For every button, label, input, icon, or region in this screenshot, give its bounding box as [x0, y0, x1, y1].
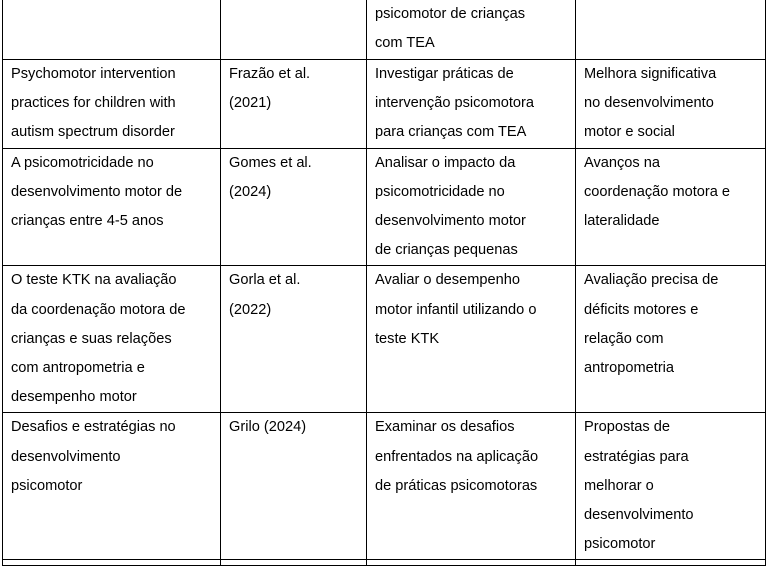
cell-text-line: Gomes et al.: [229, 154, 312, 171]
cell-text-line: para crianças com TEA: [375, 124, 527, 141]
cell-text-line: melhorar o: [584, 477, 654, 494]
cell-text-line: Grilo (2024): [229, 419, 307, 436]
cell-text-line: com antropometria e: [11, 360, 145, 377]
cell-text-line: Melhora significativa: [584, 66, 717, 82]
cell-result: [576, 60, 766, 149]
cell-text-line: practices for children with: [11, 95, 176, 112]
cell-text-line: Examinar os desafios: [375, 419, 515, 436]
cell-text-line: com TEA: [375, 35, 435, 52]
cell-text-line: crianças entre 4-5 anos: [11, 213, 164, 230]
cell-text-line: crianças e suas relações: [11, 330, 172, 347]
cell-text-line: relação com: [584, 330, 664, 347]
cell-text-line: A psicomotricidade no: [11, 154, 154, 171]
cell-title: [3, 60, 221, 149]
cell-text-line: Psychomotor intervention: [11, 66, 176, 82]
cell-text-line: motor e social: [584, 124, 675, 141]
cell-text-line: no desenvolvimento: [584, 95, 714, 112]
cell-text-line: estratégias para: [584, 448, 689, 465]
cell-text-line: desenvolvimento: [11, 448, 121, 465]
cell-text-line: psicomotor: [11, 477, 83, 494]
table-row: [3, 413, 766, 560]
cell-text-line: antropometria: [584, 360, 675, 377]
cell-text-line: enfrentados na aplicação: [375, 448, 539, 465]
cell-title: [3, 148, 221, 266]
cell-objective: [367, 266, 576, 413]
cell-text-line: da coordenação motora de: [11, 301, 186, 318]
cell-text-line: psicomotor: [584, 536, 656, 553]
cell-text-line: psicomotor de crianças: [375, 6, 526, 22]
cell-objective: [367, 413, 576, 560]
references-table: [2, 0, 766, 566]
cell-result: [576, 266, 766, 413]
table-row: [3, 266, 766, 413]
table-row: [3, 0, 766, 60]
cell-author: [221, 0, 367, 60]
cell-text-line: Desafios e estratégias no: [11, 419, 176, 436]
cell-text-line: psicomotricidade no: [375, 183, 505, 200]
cell-text-line: de práticas psicomotoras: [375, 477, 538, 494]
cell-title: [3, 0, 221, 60]
cell-text-line: Gorla et al.: [229, 272, 301, 289]
cell-text-line: Avanços na: [584, 154, 660, 171]
cell-author: [221, 266, 367, 413]
cell-text-line: motor infantil utilizando o: [375, 301, 537, 318]
cell-text-line: de crianças pequenas: [375, 242, 518, 259]
cell-text-line: teste KTK: [375, 330, 440, 347]
cell-text-line: Analisar o impacto da: [375, 154, 516, 171]
cell-text-line: Frazão et al.: [229, 66, 311, 82]
cell-text-line: desenvolvimento motor: [375, 213, 526, 230]
table-row: [3, 60, 766, 149]
cell-title: [3, 266, 221, 413]
cell-text-line: Investigar práticas de: [375, 66, 514, 82]
cell-result: [576, 413, 766, 560]
cell-text-line: lateralidade: [584, 213, 660, 230]
cell-text-line: déficits motores e: [584, 301, 699, 318]
cell-text-line: desenvolvimento motor de: [11, 183, 183, 200]
cell-result: [576, 148, 766, 266]
cell-text-line: Propostas de: [584, 419, 670, 436]
cell-author: [221, 413, 367, 560]
cell-objective: [367, 148, 576, 266]
cell-text-line: desenvolvimento: [584, 507, 694, 524]
cell-text-line: autism spectrum disorder: [11, 124, 175, 141]
cell-text-line: (2022): [229, 301, 272, 318]
table-row: [3, 148, 766, 266]
cell-text-line: O teste KTK na avaliação: [11, 272, 177, 289]
cell-objective: [367, 0, 576, 60]
cell-text-line: coordenação motora e: [584, 183, 731, 200]
cell-author: [221, 60, 367, 149]
cell-text-line: intervenção psicomotora: [375, 95, 534, 112]
cell-text-line: (2024): [229, 183, 272, 200]
cell-title: [3, 413, 221, 560]
cell-text-line: desempenho motor: [11, 389, 137, 406]
cell-text-line: Avaliação precisa de: [584, 272, 719, 289]
cell-text-line: (2021): [229, 95, 272, 112]
cell-objective: [367, 60, 576, 149]
cell-text-line: Avaliar o desempenho: [375, 272, 520, 289]
cell-author: [221, 148, 367, 266]
cell-result: [576, 0, 766, 60]
